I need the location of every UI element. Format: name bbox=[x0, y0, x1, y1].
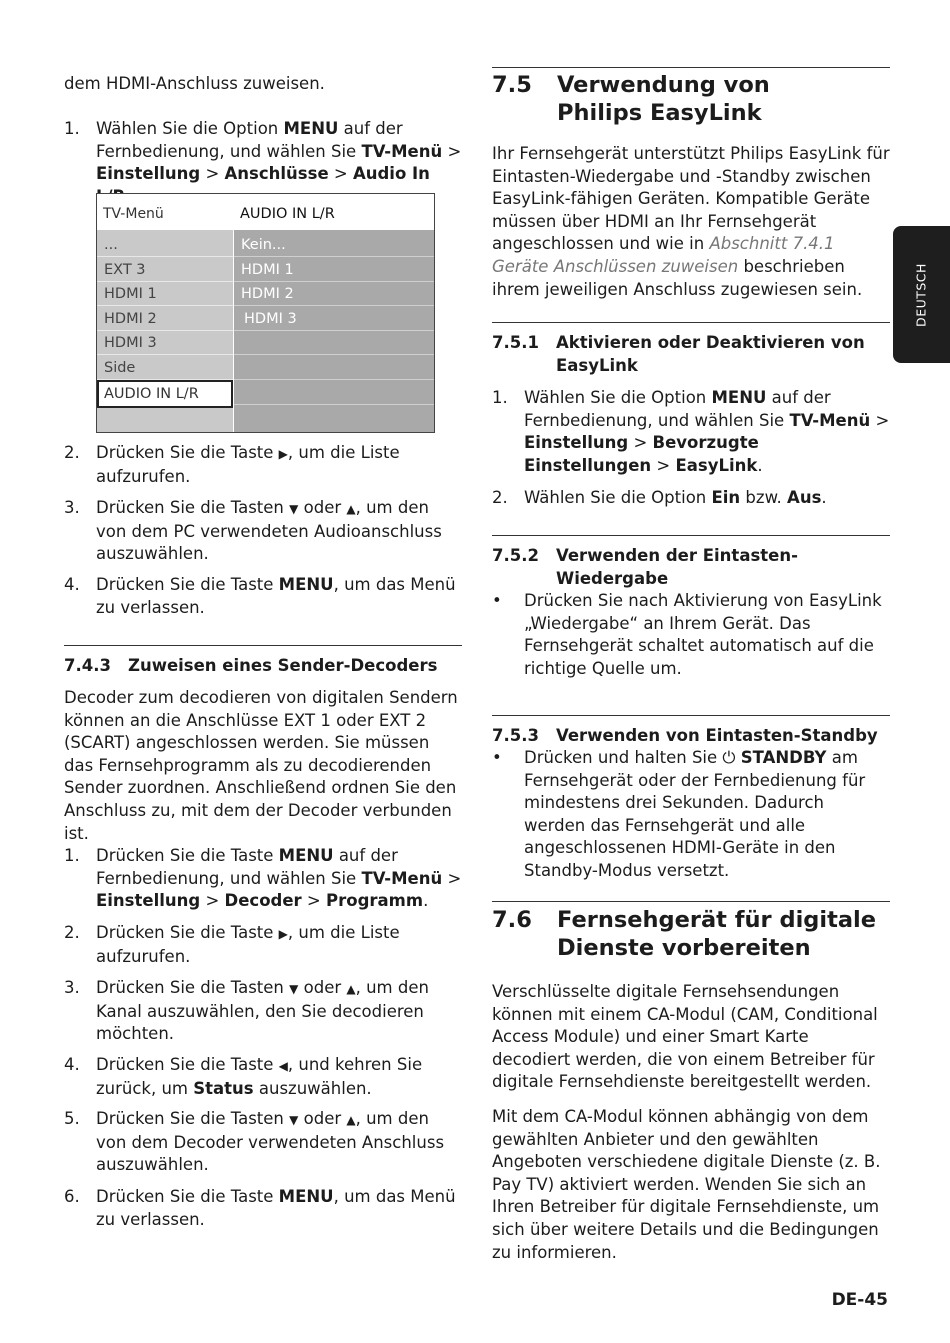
menu-option: HDMI 1 bbox=[234, 257, 434, 282]
section-divider bbox=[492, 535, 890, 536]
menu-item: HDMI 1 bbox=[97, 281, 233, 306]
section-divider bbox=[492, 67, 890, 68]
section-heading-7-6: 7.6 Fernsehgerät für digitale Dienste vorbereiten bbox=[492, 907, 877, 961]
section-paragraph: Ihr Fernsehgerät unterstützt Philips EasyLink für Eintasten-Wiedergabe und -Standby zwischen EasyLink-fähigen Geräten. Kompatible Geräte müssen über HDMI an Ihr Fernsehgerät angeschlossen und wie in Abschnitt 7.4.1 Geräte Anschlüssen zuweisen beschrieben ihrem jeweiligen Anschluss zugewiesen sein. bbox=[492, 144, 890, 299]
list-item: 1. Wählen Sie die Option MENU auf der Fernbedienung, und wählen Sie TV-Menü > Einstellung > Bevorzugte Einstellungen > EasyLink. bbox=[492, 388, 890, 475]
menu-header-right: AUDIO IN L/R bbox=[240, 206, 335, 222]
section-divider bbox=[492, 901, 890, 902]
menu-row bbox=[234, 380, 434, 405]
list-item: 4. Drücken Sie die Taste MENU, um das Menü zu verlassen. bbox=[64, 575, 456, 617]
list-item: 4. Drücken Sie die Taste ◀, und kehren Sie zurück, um Status auszuwählen. bbox=[64, 1055, 423, 1098]
tv-menu-screenshot bbox=[96, 193, 435, 433]
menu-option: HDMI 3 bbox=[234, 306, 434, 331]
language-tab-label: DEUTSCH bbox=[913, 262, 929, 327]
list-item: 3. Drücken Sie die Tasten ▼ oder ▲, um den Kanal auszuwählen, den Sie decodieren möchten. bbox=[64, 978, 429, 1044]
list-item: 6. Drücken Sie die Taste MENU, um das Menü zu verlassen. bbox=[64, 1187, 456, 1229]
menu-row bbox=[234, 330, 434, 355]
list-item: 2. Wählen Sie die Option Ein bzw. Aus. bbox=[492, 488, 827, 507]
section-paragraph: Verschlüsselte digitale Fernsehsendungen können mit einem CA-Modul (CAM, Conditional Access Module) und einer Smart Karte decodiert werden, die von einem Betreiber für digitale Fernsehdienste bereitgestellt werden. bbox=[492, 982, 878, 1092]
section-divider bbox=[492, 715, 890, 716]
menu-item: Side bbox=[97, 355, 233, 380]
menu-option: HDMI 2 bbox=[234, 281, 434, 306]
section-heading-7-5-2: 7.5.2 Verwenden der Eintasten-Wiedergabe bbox=[492, 546, 798, 588]
intro-text: dem HDMI-Anschluss zuweisen. bbox=[64, 74, 325, 93]
section-heading-7-5-3: 7.5.3 Verwenden von Eintasten-Standby bbox=[492, 726, 878, 745]
power-icon: ⏻ bbox=[722, 748, 736, 767]
menu-item: EXT 3 bbox=[97, 257, 233, 282]
section-heading-7-5-1: 7.5.1 Aktivieren oder Deaktivieren von EasyLink bbox=[492, 333, 865, 375]
list-item: 1. Drücken Sie die Taste MENU auf der Fernbedienung, und wählen Sie TV-Menü > Einstellung > Decoder > Programm. bbox=[64, 846, 462, 911]
menu-option: Kein... bbox=[234, 232, 434, 257]
section-heading-7-4-3: 7.4.3 Zuweisen eines Sender-Decoders bbox=[64, 656, 438, 675]
menu-row bbox=[234, 355, 434, 380]
section-heading-7-5: 7.5 Verwendung von Philips EasyLink bbox=[492, 72, 770, 126]
menu-item: ... bbox=[97, 232, 233, 257]
list-item: 3. Drücken Sie die Tasten ▼ oder ▲, um den von dem PC verwendeten Audioanschluss auszuwählen. bbox=[64, 498, 442, 564]
page-number: DE-45 bbox=[831, 1290, 888, 1310]
menu-header-left: TV-Menü bbox=[103, 206, 164, 222]
menu-item: HDMI 3 bbox=[97, 330, 233, 355]
menu-header bbox=[97, 194, 434, 230]
list-item: 5. Drücken Sie die Tasten ▼ oder ▲, um den von dem Decoder verwendeten Anschluss auszuwählen. bbox=[64, 1109, 445, 1175]
section-paragraph: Mit dem CA-Modul können abhängig von dem gewählten Anbieter und den gewählten Angeboten verschiedene digitale Dienste (z. B. Pay TV) aktiviert werden. Wenden Sie sich an Ihren Betreiber für digitale Fernsehdienste, um sich über weitere Details und die Bedingungen zu informieren. bbox=[492, 1107, 881, 1262]
section-paragraph: Decoder zum decodieren von digitalen Sendern können an die Anschlüsse EXT 1 oder EXT 2 (SCART) angeschlossen werden. Sie müssen das Fernsehprogramm als zu decodierenden Sender zuordnen. Anschließend ordnen Sie den Anschluss zu, mit dem der Decoder verbunden ist. bbox=[64, 688, 458, 843]
section-divider bbox=[64, 645, 462, 646]
list-item: 1. Wählen Sie die Option MENU auf der Fernbedienung, und wählen Sie TV-Menü > Einstellung > Anschlüsse > Audio In bbox=[64, 119, 462, 184]
menu-item-selected: AUDIO IN L/R bbox=[97, 380, 233, 408]
menu-item: HDMI 2 bbox=[97, 306, 233, 331]
list-item: 2. Drücken Sie die Taste ▶, um die Liste aufzurufen. bbox=[64, 923, 400, 966]
section-divider bbox=[492, 322, 890, 323]
bullet-item: • Drücken und halten Sie ⏻ STANDBY am Fernsehgerät oder der Fernbedienung für mindestens drei Sekunden. Dadurch werden das Fernsehgerät und alle angeschlossenen HDMI-Geräte in den Standby-Modus versetzt. bbox=[492, 748, 866, 880]
language-tab bbox=[893, 226, 950, 363]
bullet-item: • Drücken Sie nach Aktivierung von EasyLink „Wiedergabe“ an Ihrem Gerät. Das Fernsehgerät schaltet automatisch auf die richtige Quelle um. bbox=[492, 591, 882, 678]
cross-reference: Abschnitt 7.4.1 Geräte Anschlüssen zuweisen bbox=[492, 234, 835, 276]
list-item: 2. Drücken Sie die Taste ▶, um die Liste aufzurufen. bbox=[64, 443, 400, 486]
